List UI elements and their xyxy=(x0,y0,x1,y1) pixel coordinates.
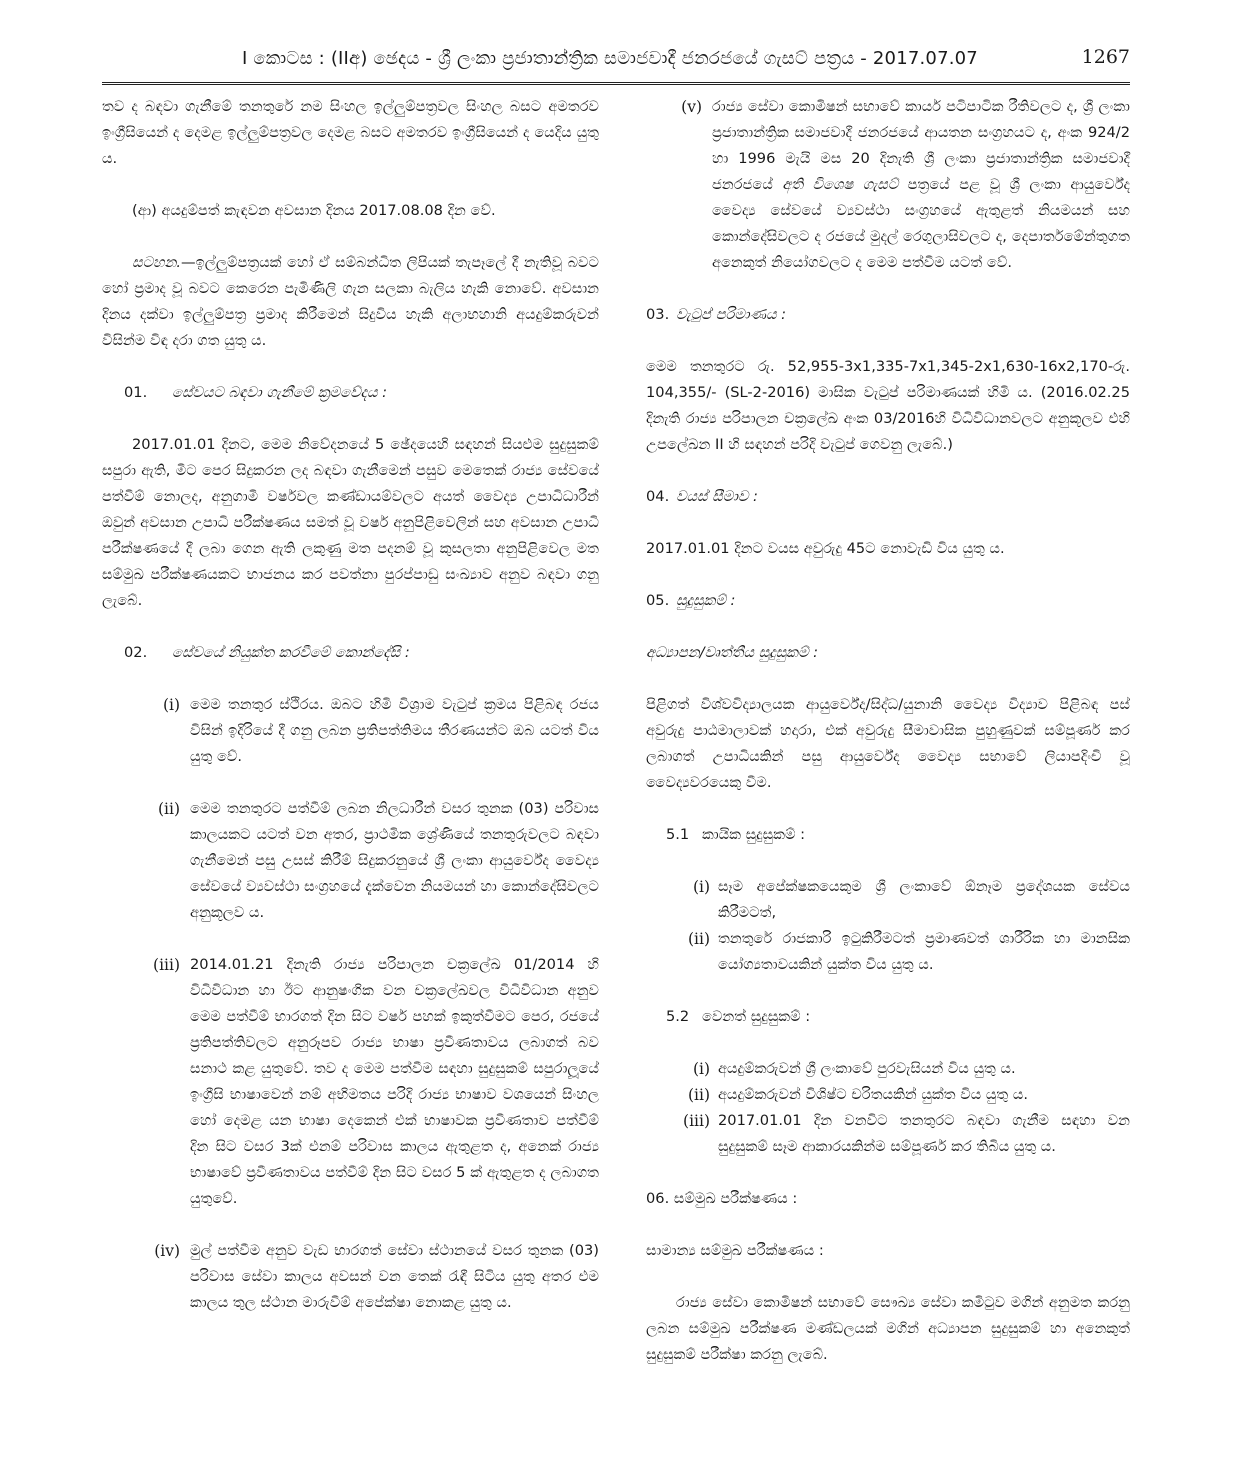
item-text: අයදුම්කරුවන් ශ්‍රී ලංකාවේ පුරවැසියන් විය යුතු ය. xyxy=(718,1060,1016,1077)
item-v-text-start: රාජ්‍ය සේවා කොමිෂන් සභාවේ කාර්ය පටිපාටික රීතිවලට ද, ශ්‍රී ලංකා ප්‍රජාතාන්ත්‍රික සමාජවාදී ජනරජයේ ආයතන සංග්‍රහයට ද, අංක 924/2 හා 1996 මැයි මස 20 දිනැති ශ්‍රී ලංකා ප්‍රජාතාන්ත්‍රික සමාජවාදී ජනරජයේ xyxy=(712,98,1130,193)
section-number: 03. xyxy=(646,306,670,323)
section-number: 05. xyxy=(646,592,670,609)
item-number: (ii) xyxy=(687,1086,710,1104)
page-number: 1267 xyxy=(1081,46,1130,68)
section-03-text: මෙම තනතුරට රු. 52,955-3x1,335-7x1,345-2x1,630-16x2,170-රු. 104,355/- (SL-2-2016) මාසික වැටුප් පරිමාණයක් හිමි ය. (2016.02.25 දිනැති රාජ්‍ය පරිපාලන චක්‍රලේඛ අංක 03/2016හි විධිවිධානවලට අනුකූලව එහි උපලේඛන II හි සඳහන් පරිදි වැටුප් ගෙවනු ලැබේ.) xyxy=(646,358,1130,453)
note-label: සටහන. xyxy=(132,254,181,271)
item-number: (ii) xyxy=(157,800,180,818)
gazette-header-title: I කොටස : (IIඅ) ඡෙදය - ශ්‍රී ලංකා ප්‍රජාතාන්ත්‍රික සමාජවාදී ජනරජයේ ගැසට් පත්‍රය - 2017.07.07 xyxy=(242,48,978,69)
header-divider xyxy=(102,82,1130,85)
section-06-text: රාජ්‍ය සේවා කොමිෂන් සභාවේ සෞඛ්‍ය සේවා කමිටුව මගින් අනුමත කරනු ලබන සම්මුඛ පරීක්ෂණ මණ්ඩලයක් මගින් අධ්‍යාපන සුදුසුකම් හා අනෙකුත් සුදුසුකම් පරීක්ෂා කරනු ලැබේ. xyxy=(646,1294,1130,1363)
section-number: 5.1 xyxy=(666,826,690,843)
qualification-item xyxy=(646,926,1130,978)
condition-item xyxy=(102,692,599,770)
item-number: (i) xyxy=(692,1060,710,1078)
section-05-heading xyxy=(646,588,1130,614)
section-5-2-heading xyxy=(646,1004,1130,1030)
section-04-text: 2017.01.01 දිනට වයස අවුරුදු 45ට නොවැඩි විය යුතු ය. xyxy=(646,540,1005,557)
qualification-item xyxy=(646,1056,1130,1082)
item-number: (iv) xyxy=(154,1242,180,1260)
condition-item xyxy=(102,1238,599,1316)
section-title: වයස් සීමාව : xyxy=(676,488,758,505)
item-number: (i) xyxy=(692,878,710,896)
item-number: (iii) xyxy=(683,1112,710,1130)
section-title: සුදුසුකම් : xyxy=(676,592,736,609)
section-06-heading: 06. සම්මුඛ පරීක්ෂණය : xyxy=(646,1190,798,1207)
qualification-item xyxy=(646,1082,1130,1108)
condition-item xyxy=(646,94,1130,276)
item-number: (ii) xyxy=(687,930,710,948)
right-column xyxy=(646,94,1130,1368)
qualification-item xyxy=(646,1108,1130,1160)
qualification-item xyxy=(646,874,1130,926)
note-text: —ඉල්ලුම්පත්‍රයක් හෝ ඒ සම්බන්ධිත ලිපියක් තැපෑලේ දී නැතිවූ බවට හෝ ප්‍රමාද වූ බවට කෙරෙන පැමිණිලි ගැන සලකා බැලිය හැකි නොවේ. අවසාන දිනය දක්වා ඉල්ලුම්පත්‍ර ප්‍රමාද කිරීමෙන් සිදුවිය හැකි අලාභහානි අයදුම්කරුවන් විසින්ම විඳ දරා ගත යුතු ය. xyxy=(102,254,599,349)
section-06-subheading: සාමාන්‍ය සම්මුඛ පරීක්ෂණය : xyxy=(646,1242,824,1259)
section-05-text: පිළිගත් විශ්වවිද්‍යාලයක ආයුර්වේද/සිද්ධ/යුනානි වෛද්‍ය විද්‍යාව පිළිබඳ පස් අවුරුදු පාඨමාලාවක් හදාරා, එක් අවුරුදු සීමාවාසික පුහුණුවක් සම්පූර්ණ කර ලබාගත් උපාධියකින් පසු ආයුර්වේද වෛද්‍ය සභාවේ ලියාපදිංචි වූ වෛද්‍යවරයෙකු වීම. xyxy=(646,696,1130,791)
intro-paragraph: තව ද බඳවා ගැනීමේ තනතුරේ නම සිංහල ඉල්ලුම්පත්‍රවල සිංහල බසට අමතරව ඉංග්‍රීසියෙන් ද දෙමළ ඉල්ලුම්පත්‍රවල දෙමළ බසට අමතරව ඉංග්‍රීසියෙන් ද යෙදිය යුතු ය. xyxy=(102,98,599,167)
section-5-1-heading xyxy=(646,822,1130,848)
item-text: සෑම අපේක්ෂකයෙකුම ශ්‍රී ලංකාවේ ඕනෑම ප්‍රදේශයක සේවය කිරීමටත්, xyxy=(718,878,1130,921)
item-number: (iii) xyxy=(153,956,180,974)
item-text: මෙම තනතුරට පත්වීම් ලබන නිලධාරීන් වසර තුනක (03) පරිවාස කාලයකට යටත් වන අතර, ප්‍රාථමික ශ්‍රේණියේ තනතුරුවලට බඳවා ගැනීමෙන් පසු උසස් කිරීම් සිදුකරනුයේ ශ්‍රී ලංකා ආයුර්වේද වෛද්‍ය සේවයේ ව්‍යවස්ථා සංග්‍රහයේ දැක්වෙන නියමයන් හා කොන්දේසිවලට අනුකූලව ය. xyxy=(190,800,599,921)
section-02-heading xyxy=(102,640,599,666)
section-title: කායික සුදුසුකම් : xyxy=(702,826,805,843)
item-text: 2014.01.21 දිනැති රාජ්‍ය පරිපාලන චක්‍රලේඛ 01/2014 හි විධිවිධාන හා ඊට ආනුෂංගික වන චක්‍රලේඛවල විධිවිධාන අනුව මෙම පත්වීම් භාරගත් දින සිට වර්ෂ පහක් ඉකුත්වීමට පෙර, රජයේ ප්‍රතිපත්තිවලට අනුරූපව රාජ්‍ය භාෂා ප්‍රවීණතාවය ලබාගත් බව සනාථ කළ යුතුවේ. තව ද මෙම පත්වීම සඳහා සුදුසුකම් සපුරාලූයේ ඉංග්‍රීසි භාෂාවෙන් නම් අභිමතය පරිදි රාජ්‍ය භාෂාව වශයෙන් සිංහල හෝ දෙමළ යන භාෂා දෙකෙන් එක් භාෂාවක ප්‍රවීණතාව පත්වීම් දින සිට වසර 3ක් එනම් පරිවාස කාලය ඇතුළත ද, අනෙක් රාජ්‍ය භාෂාවේ ප්‍රවීණතාවය පත්වීම් දින සිට වසර 5 ක් ඇතුළත ද ලබාගත යුතුවේ. xyxy=(190,956,599,1207)
item-text: තනතුරේ රාජකාරි ඉටුකිරීමටත් ප්‍රමාණවත් ශාරීරික හා මානසික යෝග්‍යතාවයකින් යුක්ත විය යුතු ය. xyxy=(718,930,1130,973)
item-v-text-end: පත්‍රයේ පළ වූ ශ්‍රී ලංකා ආයුර්වේද වෛද්‍ය සේවයේ ව්‍යවස්ථා සංග්‍රහයේ ඇතුළත් නියමයන් සහ කොන්දේසිවලට ද රජයේ මුදල් රෙගුලාසිවලට ද, දෙපාර්තමේන්තුගත අනෙකුත් නියෝගවලට ද මෙම පත්වීම යටත් වේ. xyxy=(712,176,1130,271)
section-title: වැටුප් පරිමාණය : xyxy=(676,306,787,323)
section-05-subheading: අධ්‍යාපන/වෘත්තීය සුදුසුකම් : xyxy=(646,644,818,661)
note-paragraph xyxy=(102,250,599,354)
section-01-heading xyxy=(102,380,599,406)
page-header xyxy=(102,44,1130,76)
section-number: 01. xyxy=(124,384,148,401)
item-number: (i) xyxy=(162,696,180,714)
section-title: වෙනත් සුදුසුකම් : xyxy=(702,1008,811,1025)
condition-item xyxy=(102,796,599,926)
closing-date-paragraph: (ආ) අයදුම්පත් කැඳවන අවසාන දිනය 2017.08.08 දින වේ. xyxy=(132,202,496,219)
item-text: මෙම තනතුර ස්ථිරය. ඔබට හිමි විශ්‍රාම වැටුප් ක්‍රමය පිළිබඳ රජය විසින් ඉදිරියේ දී ගනු ලබන ප්‍රතිපත්තිමය තීරණයන්ට ඔබ යටත් විය යුතු වේ. xyxy=(190,696,599,765)
left-column xyxy=(102,94,599,1316)
section-title: සේවයට බඳවා ගැනීමේ ක්‍රමවේදය : xyxy=(172,384,388,401)
section-03-heading xyxy=(646,302,1130,328)
section-number: 04. xyxy=(646,488,670,505)
item-text: 2017.01.01 දින වනවිට තනතුරට බඳවා ගැනීම සඳහා වන සුදුසුකම් සෑම ආකාරයකින්ම සම්පූර්ණ කර තිබිය යුතු ය. xyxy=(718,1112,1130,1155)
item-number: (v) xyxy=(681,98,702,116)
section-number: 5.2 xyxy=(666,1008,690,1025)
section-title: සේවයේ නියුක්ත කරවීමේ කොන්දේසි : xyxy=(172,644,410,661)
condition-item xyxy=(102,952,599,1212)
item-text: අයදුම්කරුවන් විශිෂ්ට චරිතයකින් යුක්ත විය යුතු ය. xyxy=(718,1086,1028,1103)
item-text xyxy=(712,94,1130,276)
section-04-heading xyxy=(646,484,1130,510)
section-number: 02. xyxy=(124,644,148,661)
item-v-gazette-name: අති විශෙෂ ගැසට් xyxy=(782,176,899,193)
section-01-text: 2017.01.01 දිනට, මෙම නිවේදනයේ 5 ඡේදයෙහි සඳහන් සියළුම සුදුසුකම් සපුරා ඇති, මීට පෙර සිදුකරන ලද බඳවා ගැනීමෙන් පසුව මෙතෙක් රාජ්‍ය සේවයේ පත්වීම් නොලද, අනුගාමී වර්ෂවල කණ්ඩායම්වලට අයත් වෛද්‍ය උපාධිධාරීන් ඔවුන් අවසාන උපාධි පරීක්ෂණය සමත් වූ වර්ෂ අනුපිළිවෙලින් සහ අවසාන උපාධි පරීක්ෂණයේ දී ලබා ගෙන ඇති ලකුණු මත පදනම් වූ කුසලතා අනුපිළිවෙල මත සම්මුඛ පරීක්ෂණයකට භාජනය කර පවත්නා පුරප්පාඩු සංඛ්‍යාව අනුව බඳවා ගනු ලැබේ. xyxy=(102,436,599,609)
item-text: මුල් පත්වීම අනුව වැඩ භාරගත් සේවා ස්ථානයේ වසර තුනක (03) පරිවාස සේවා කාලය අවසන් වන තෙක් රැඳී සිටිය යුතු අතර එම කාලය තුල ස්ථාන මාරුවීම් අපේක්ෂා නොකළ යුතු ය. xyxy=(190,1242,599,1311)
